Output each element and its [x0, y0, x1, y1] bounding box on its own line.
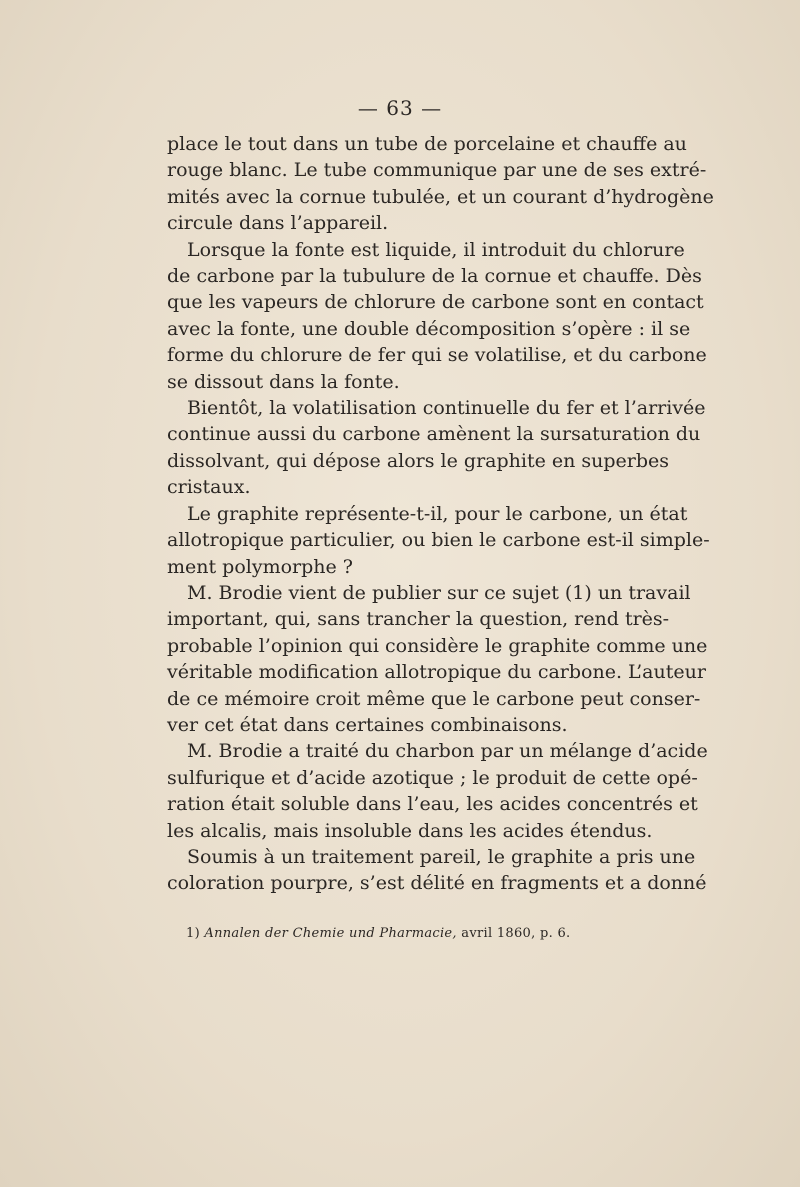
text-line: important, qui, sans trancher la question, rend très- — [167, 608, 670, 631]
text-line: place le tout dans un tube de porcelaine et chauffe au — [167, 133, 687, 155]
text-line: Soumis à un traitement pareil, le graphite a pris une — [187, 845, 696, 868]
footnote — [186, 926, 606, 941]
text-line: Lorsque la fonte est liquide, il introduit du chlorure — [187, 238, 685, 261]
text-line: Bientôt, la volatilisation continuelle du fer et l’arrivée — [187, 397, 706, 420]
footnote-marker: 1) — [186, 926, 200, 941]
text-line: allotropique particulier, ou bien le carbone est-il simple- — [167, 529, 710, 552]
text-line: M. Brodie a traité du charbon par un mélange d’acide — [187, 740, 708, 763]
text-line: continue aussi du carbone amènent la sursaturation du — [167, 423, 701, 446]
text-line: rouge blanc. Le tube communique par une de ses extré- — [167, 159, 707, 182]
text-line: de ce mémoire croit même que le carbone peut conser- — [167, 687, 701, 710]
text-line: circule dans l’appareil. — [167, 212, 389, 235]
text-line: ver cet état dans certaines combinaisons. — [167, 713, 568, 736]
text-line: probable l’opinion qui considère le graphite comme une — [167, 634, 708, 657]
body-text — [167, 131, 714, 897]
text-line: forme du chlorure de fer qui se volatilise, et du carbone — [167, 344, 707, 367]
text-line: ment polymorphe ? — [167, 555, 353, 578]
text-line: dissolvant, qui dépose alors le graphite en superbes — [167, 449, 670, 472]
text-line: M. Brodie vient de publier sur ce sujet (1) un travail — [187, 581, 691, 604]
page-number-header: — 63 — — [357, 96, 443, 120]
text-line: ration était soluble dans l’eau, les acides concentrés et — [167, 793, 698, 816]
text-line: Le graphite représente-t-il, pour le carbone, un état — [187, 502, 688, 525]
text-line: les alcalis, mais insoluble dans les acides étendus. — [167, 819, 653, 842]
footnote-journal-title: Annalen der Chemie und Pharmacie, — [204, 926, 457, 941]
text-line: véritable modification allotropique du carbone. L’auteur — [167, 661, 706, 684]
text-line: coloration pourpre, s’est délité en fragments et a donné — [167, 872, 707, 895]
text-line: sulfurique et d’acide azotique ; le produit de cette opé- — [167, 766, 698, 789]
text-line: que les vapeurs de chlorure de carbone sont en contact — [167, 291, 704, 314]
text-line: se dissout dans la fonte. — [167, 370, 400, 393]
text-line: avec la fonte, une double décomposition s’opère : il se — [167, 317, 691, 340]
footnote-reference: avril 1860, p. 6. — [461, 926, 571, 941]
text-line: mités avec la cornue tubulée, et un courant d’hydrogène — [167, 185, 714, 208]
text-line: de carbone par la tubulure de la cornue et chauffe. Dès — [167, 265, 702, 288]
text-line: cristaux. — [167, 476, 251, 499]
